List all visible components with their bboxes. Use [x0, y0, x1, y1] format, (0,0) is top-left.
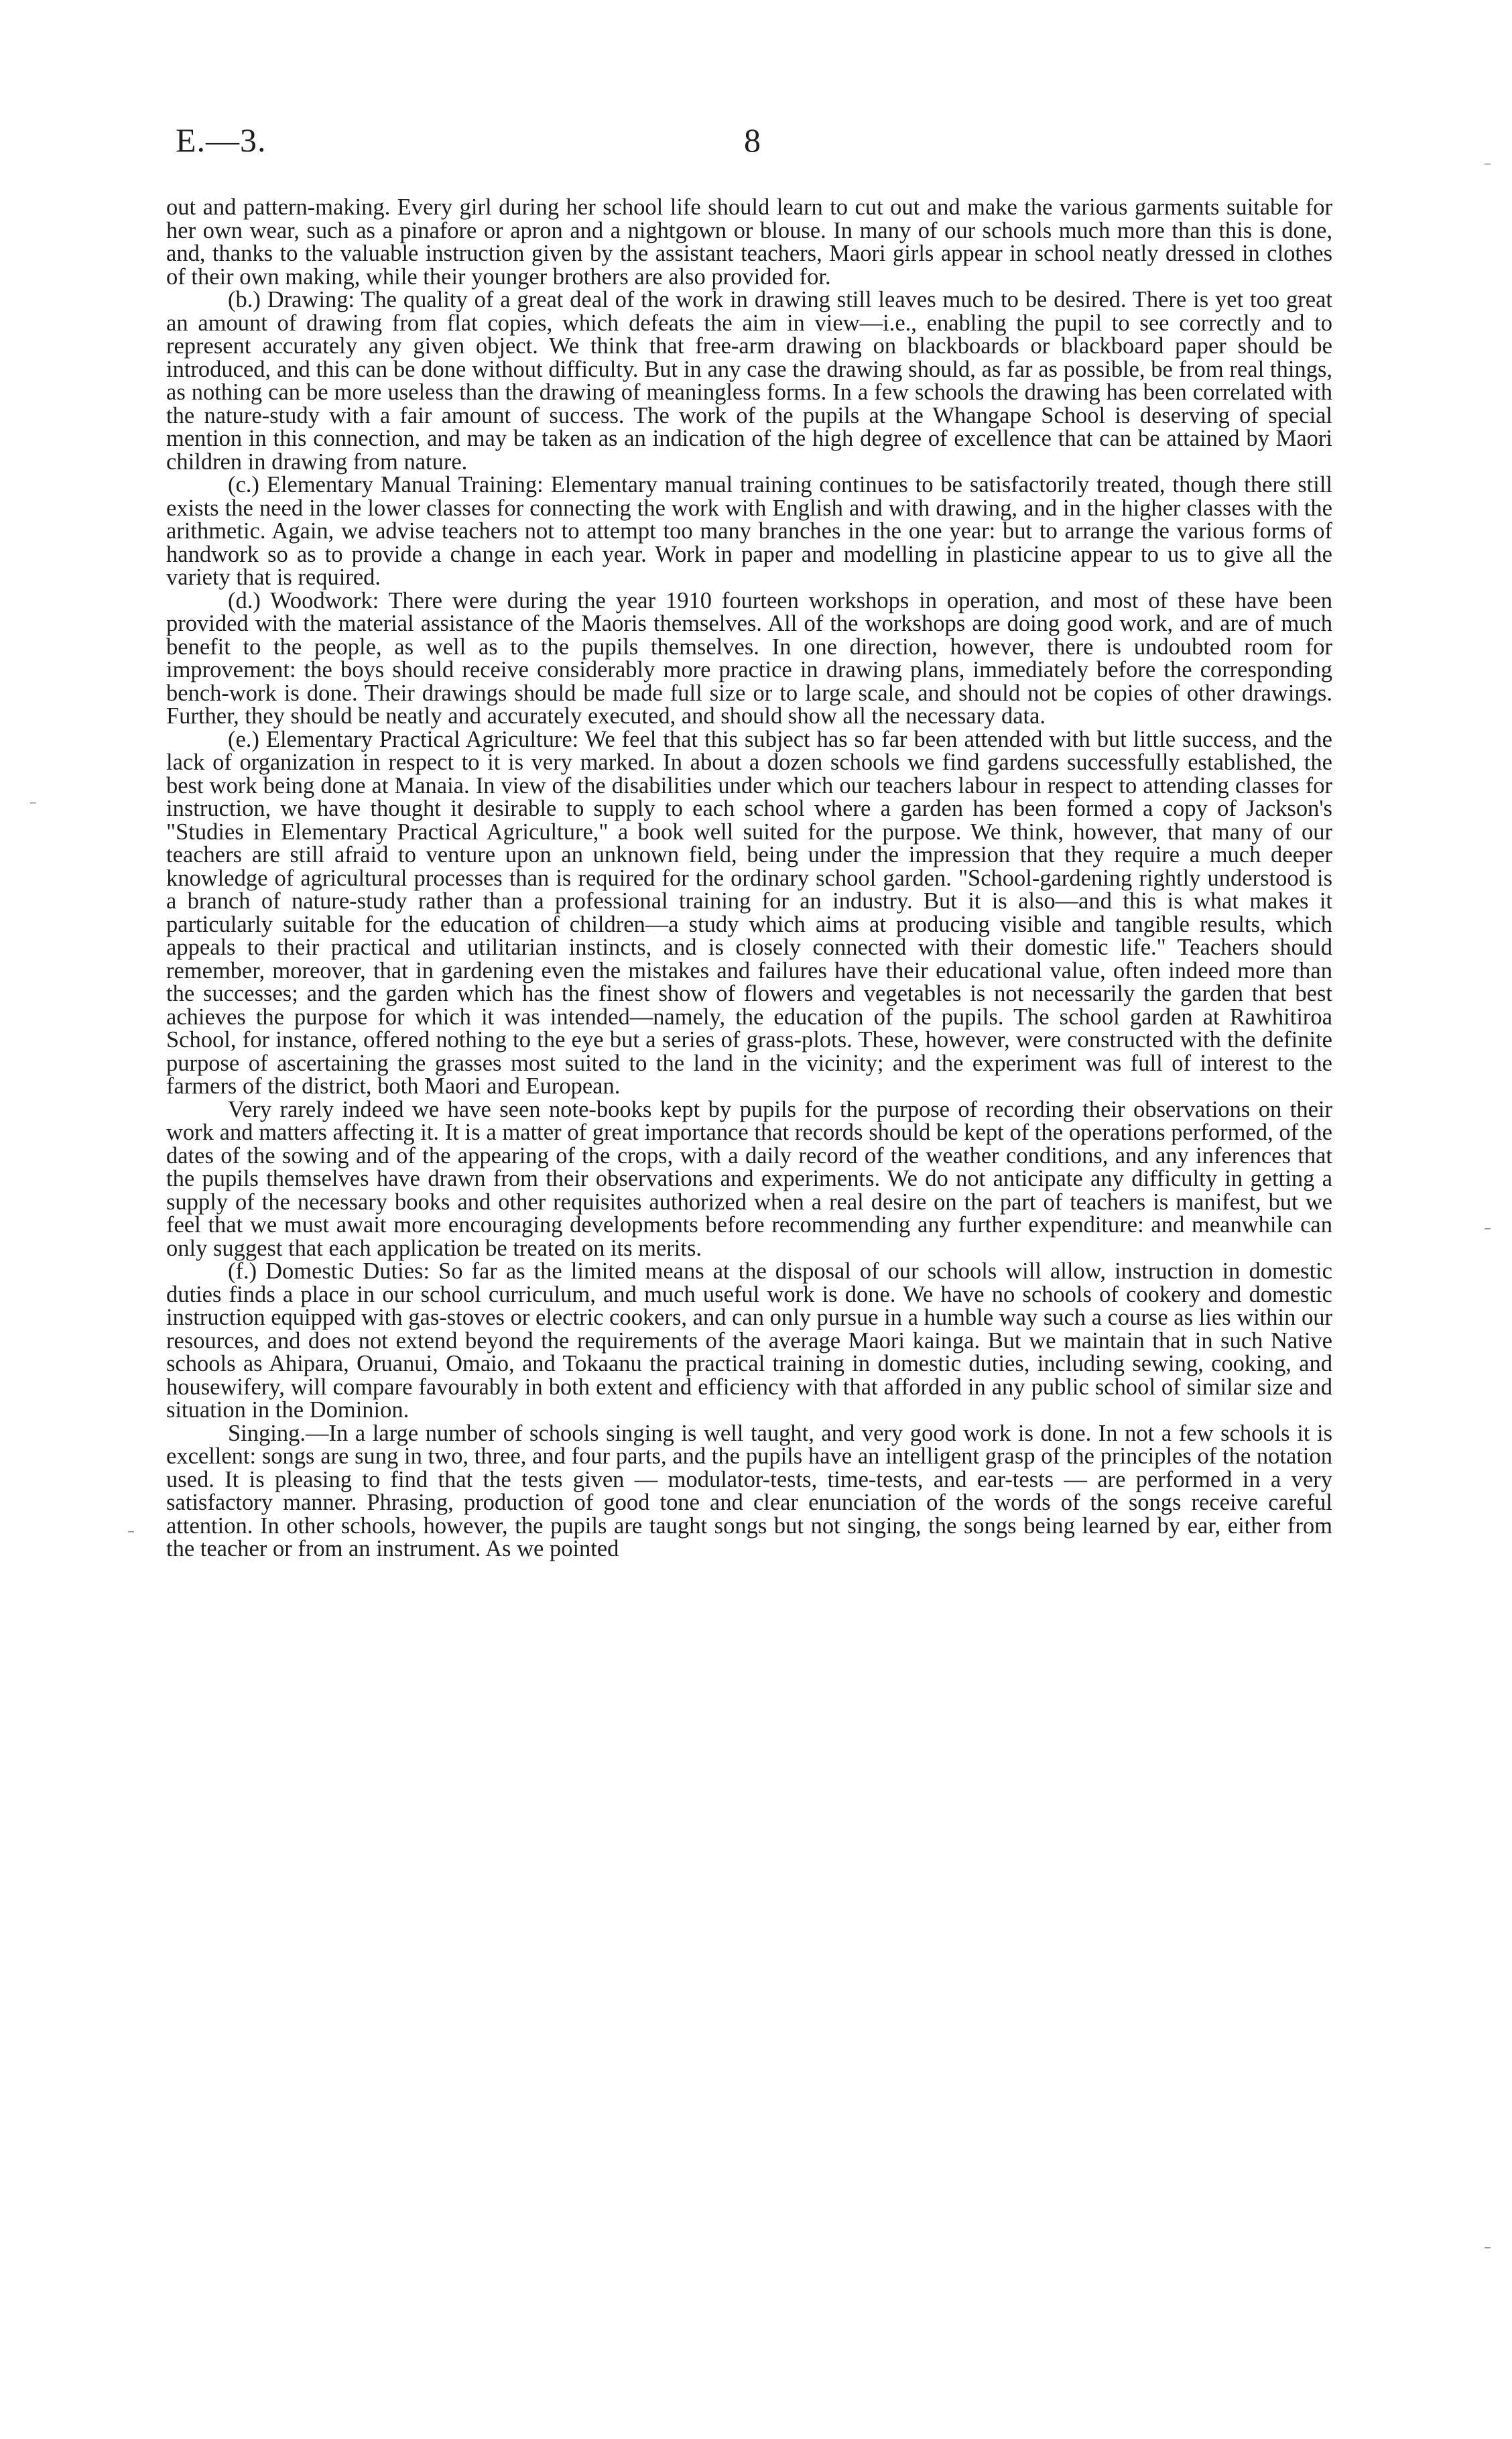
margin-dash-mark: –	[127, 1523, 135, 1540]
paragraph-drawing: (b.) Drawing: The quality of a great deal of the work in drawing still leaves much to be desired. There is yet too great an amount of drawing from flat copies, which defeats the aim in view—i.e., enabling the pupil to see correctly and to represent accurately any given object. We think that free-arm drawing on blackboards or blackboard paper should be introduced, and this can be done without difficulty. But in any case the drawing should, as far as possible, be from real things, as nothing can be more useless than the drawing of meaningless forms. In a few schools the drawing has been correlated with the nature-study with a fair amount of success. The work of the pupils at the Whangape School is deserving of special mention in this connection, and may be taken as an indication of the high degree of excellence that can be attained by Maori children in drawing from nature.	[166, 287, 1332, 475]
paragraph-singing: Singing.—In a large number of schools singing is well taught, and very good work is done. In not a few schools it is excellent: songs are sung in two, three, and four parts, and the pupils have an intelligent grasp of the principles of the notation used. It is pleasing to find that the tests given — modulator-tests, time-tests, and ear-tests — are performed in a very satisfactory manner. Phrasing, production of good tone and clear enunciation of the words of the songs receive careful attention. In other schools, however, the pupils are taught songs but not singing, the songs being learned by ear, either from the teacher or from an instrument. As we pointed	[166, 1420, 1332, 1561]
paragraph-sewing-continued: out and pattern-making. Every girl during her school life should learn to cut out and make the various garments suitable for her own wear, such as a pinafore or apron and a nightgown or blouse. In many of our schools much more than this is done, and, thanks to the valuable instruction given by the assistant teachers, Maori girls appear in school neatly dressed in clothes of their own making, while their younger brothers are also provided for.	[166, 194, 1332, 290]
body-text	[166, 196, 1332, 1561]
paragraph-agriculture: (e.) Elementary Practical Agriculture: We feel that this subject has so far been attended with but little success, and the lack of organization in respect to it is very marked. In about a dozen schools we find gardens successfully established, the best work being done at Manaia. In view of the disabilities under which our teachers labour in respect to attending classes for instruction, we have thought it desirable to supply to each school where a garden has been formed a copy of Jackson's "Studies in Elementary Practical Agriculture," a book well suited for the purpose. We think, however, that many of our teachers are still afraid to venture upon an unknown field, being under the impression that they require a much deeper knowledge of agricultural processes than is required for the ordinary school garden. "School-gardening rightly understood is a branch of nature-study rather than a professional training for an industry. But it is also—and this is what makes it particularly suitable for the education of children—a study which aims at producing visible and tangible results, which appeals to their practical and utilitarian instincts, and is closely connected with their domestic life." Teachers should remember, moreover, that in gardening even the mistakes and failures have their educational value, often indeed more than the successes; and the garden which has the finest show of flowers and vegetables is not necessarily the garden that best achieves the purpose for which it was intended—namely, the education of the pupils. The school garden at Rawhitiroa School, for instance, offered nothing to the eye but a series of grass-plots. These, however, were constructed with the definite purpose of ascertaining the grasses most suited to the land in the vicinity; and the experiment was full of interest to the farmers of the district, both Maori and European.	[166, 726, 1332, 1099]
paragraph-domestic-duties: (f.) Domestic Duties: So far as the limited means at the disposal of our schools will allow, instruction in domestic duties finds a place in our school curriculum, and much useful work is done. We have no schools of cookery and domestic instruction equipped with gas-stoves or electric cookers, and can only pursue in a humble way such a course as lies within our resources, and does not extend beyond the requirements of the average Maori kainga. But we maintain that in such Native schools as Ahipara, Oruanui, Omaio, and Tokaanu the practical training in domestic duties, including sewing, cooking, and housewifery, will compare favourably in both extent and efficiency with that afforded in any public school of similar size and situation in the Dominion.	[166, 1258, 1332, 1423]
margin-dash-mark: –	[1484, 2239, 1491, 2256]
paragraph-manual-training: (c.) Elementary Manual Training: Elementary manual training continues to be satisfactorily treated, though there still exists the need in the lower classes for connecting the work with English and with drawing, and in the higher classes with the arithmetic. Again, we advise teachers not to attempt too many branches in the one year: but to arrange the various forms of handwork so as to provide a change in each year. Work in paper and modelling in plasticine appear to us to give all the variety that is required.	[166, 472, 1332, 590]
running-header	[176, 121, 1328, 168]
document-reference: E.—3.	[176, 121, 267, 159]
page-number: 8	[744, 121, 761, 159]
margin-dash-mark: –	[1484, 1220, 1491, 1237]
margin-dash-mark: –	[29, 794, 37, 811]
paragraph-woodwork: (d.) Woodwork: There were during the year 1910 fourteen workshops in operation, and most of these have been provided with the material assistance of the Maoris themselves. All of the workshops are doing good work, and are of much benefit to the people, as well as to the pupils themselves. In one direction, however, there is undoubted room for improvement: the boys should receive considerably more practice in drawing plans, immediately before the corresponding bench-work is done. Their drawings should be made full size or to large scale, and should not be copies of other drawings. Further, they should be neatly and accurately executed, and should show all the necessary data.	[166, 587, 1332, 729]
margin-dash-mark: –	[1484, 156, 1491, 172]
paragraph-note-books: Very rarely indeed we have seen note-books kept by pupils for the purpose of recording their observations on their work and matters affecting it. It is a matter of great importance that records should be kept of the operations performed, of the dates of the sowing and of the appearing of the crops, with a daily record of the weather conditions, and any inferences that the pupils themselves have drawn from their observations and experiments. We do not anticipate any difficulty in getting a supply of the necessary books and other requisites authorized when a real desire on the part of teachers is manifest, but we feel that we must await more encouraging developments before recommending any further expenditure: and meanwhile can only suggest that each application be treated on its merits.	[166, 1096, 1332, 1261]
